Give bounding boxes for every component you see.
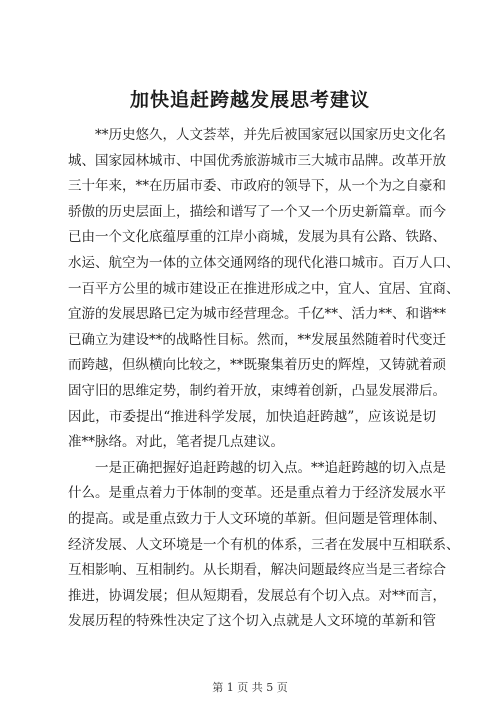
text-line: 一是正确把握好追赶跨越的切入点。**追赶跨越的切入点是 (95, 459, 446, 476)
text-line: 水运、航空为一体的立体交通网络的现代化港口城市。百万人口、 (68, 254, 460, 271)
text-line: 准**脉络。对此，笔者提几点建议。 (68, 434, 284, 451)
document-body (68, 123, 460, 635)
text-line: 骄傲的历史层面上，描绘和谱写了一个又一个历史新篇章。而今 (68, 203, 446, 220)
text-line: 城、国家园林城市、中国优秀旅游城市三大城市品牌。改革开放 (68, 152, 446, 169)
paragraph-2 (68, 456, 460, 635)
text-line: 已确立为建设**的战略性目标。然而，**发展虽然随着时代变迁 (68, 331, 446, 348)
paragraph-1 (68, 123, 460, 456)
text-line: 而跨越，但纵横向比较之，**既聚集着历史的辉煌，又铸就着顽 (68, 357, 446, 374)
text-line: 经济发展、人文环境是一个有机的体系，三者在发展中互相联系、 (68, 536, 460, 553)
text-line: 什么。是重点着力于体制的变革。还是重点着力于经济发展水平 (68, 485, 446, 502)
text-line: 互相影响、互相制约。从长期看，解决问题最终应当是三者综合 (68, 562, 446, 579)
text-line: 推进，协调发展；但从短期看，发展总有个切入点。对**而言， (68, 587, 446, 604)
text-line: 宜游的发展思路已定为城市经营理念。千亿**、活力**、和谐** (68, 306, 446, 323)
text-line: **历史悠久，人文荟萃，并先后被国家冠以国家历史文化名 (95, 127, 446, 143)
text-line: 发展历程的特殊性决定了这个切入点就是人文环境的革新和管 (68, 613, 436, 630)
page-footer: 第 1 页 共 5 页 (212, 681, 288, 694)
text-line: 一百平方公里的城市建设正在推进形成之中，宜人、宜居、宜商、 (68, 280, 460, 297)
text-line: 三十年来，**在历届市委、市政府的领导下，从一个为之自豪和 (68, 178, 446, 195)
text-line: 的提高。或是重点致力于人文环境的革新。但问题是管理体制、 (68, 510, 446, 527)
text-line: 已由一个文化底蕴厚重的江岸小商城，发展为具有公路、铁路、 (68, 229, 446, 246)
text-line: 固守旧的思维定势，制约着开放，束缚着创新，凸显发展滞后。 (68, 382, 446, 399)
document-title: 加快追赶跨越发展思考建议 (129, 89, 370, 111)
text-line: 因此，市委提出“推进科学发展，加快追赶跨越”，应该说是切 (68, 408, 436, 425)
